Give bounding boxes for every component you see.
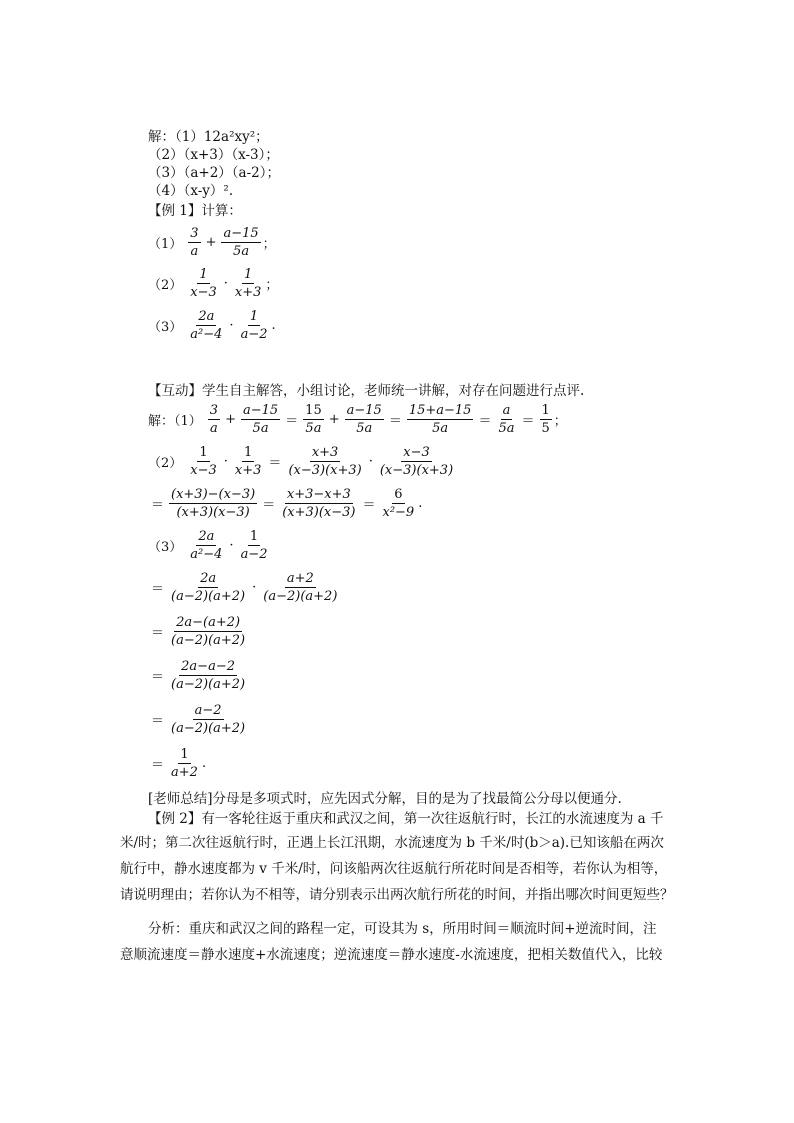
fraction: $\frac{3}{a}$	[190, 226, 199, 259]
answer-2-continued: ＝ $\frac{(x+3)-(x-3)}{(x+3)(x-3)}$ ＝ $\frac{x+3-x+3}{(x+3)(x-3)}$ ＝ $\frac{6}{\text{x²−9}}$ .	[151, 487, 423, 520]
example-2-line-2: 米/时；第二次往返航行时，正遇上长江汛期，水流速度为 b 千米/时(b＞a).已知该船在两次	[120, 835, 664, 851]
fraction: $\frac{2a}{\text{a²−4}}$	[190, 309, 223, 342]
answer-3-step-3: ＝ $\frac{2a-a-2}{(a-2)(a+2)}$	[151, 659, 246, 692]
fraction: $\frac{a-15}{5a}$	[223, 226, 259, 259]
example-1-heading: 【例 1】计算：	[148, 203, 242, 219]
solution-line-2: （2）（x+3）（x-3）；	[148, 147, 279, 163]
solution-line-4: （4）（x-y）².	[148, 183, 234, 199]
answer-3-step-1: ＝ $\frac{2a}{(a-2)(a+2)}$ · $\frac{a+2}{(a-2)(a+2)}$	[151, 571, 338, 604]
fraction: $\frac{1}{x-3}$	[190, 267, 217, 300]
example-2-line-3: 航行中，静水速度都为 v 千米/时，问该船两次往返航行所花时间是否相等，若你认为相等，	[120, 861, 668, 877]
interaction-line: 【互动】学生自主解答，小组讨论，老师统一讲解，对存在问题进行点评.	[148, 383, 585, 399]
answer-3: （3） $\frac{2a}{\text{a²−4}}$ · $\frac{1}{a-2}$	[148, 529, 268, 562]
example-2-line-1: 【例 2】有一客轮往返于重庆和武汉之间，第一次往返航行时，长江的水流速度为 a 千	[148, 811, 664, 827]
solution-line-1: 解：（1）12a²xy²；	[148, 129, 269, 145]
fraction: $\frac{1}{a-2}$	[240, 309, 268, 342]
answer-1: 解：（1） $\frac{3}{a}$ + $\frac{a-15}{5a}$ ＝ $\frac{15}{5a}$ + $\frac{a-15}{5a}$ ＝ $\frac{15+a-15}{5a}$ ＝ $\frac{a}{5a}$ ＝ $\frac{1}{5}$ ；	[148, 403, 567, 436]
analysis-line-2: 意顺流速度＝静水速度+水流速度；逆流速度＝静水速度-水流速度，把相关数值代入，比较	[120, 947, 663, 963]
answer-3-step-4: ＝ $\frac{a-2}{(a-2)(a+2)}$	[151, 703, 246, 736]
answer-3-step-5: ＝ $\frac{1}{a+2}$ .	[151, 747, 207, 780]
teacher-summary: [老师总结]分母是多项式时，应先因式分解，目的是为了找最简公分母以便通分.	[148, 791, 622, 807]
answer-3-step-2: ＝ $\frac{2a-(a+2)}{(a-2)(a+2)}$	[151, 615, 246, 648]
answer-2: （2） $\frac{1}{x-3}$ · $\frac{1}{x+3}$ ＝ $\frac{x+3}{(x-3)(x+3)}$ · $\frac{x-3}{(x-3)(x+3)}$	[148, 445, 454, 478]
problem-3: （3） $\frac{2a}{\text{a²−4}}$ · $\frac{1}{a-2}$ .	[148, 309, 276, 342]
problem-1: （1） $\frac{3}{a}$ + $\frac{a-15}{5a}$ ；	[148, 226, 276, 259]
problem-2: （2） $\frac{1}{x-3}$ · $\frac{1}{x+3}$ ；	[148, 267, 279, 300]
analysis-line-1: 分析：重庆和武汉之间的路程一定，可设其为 s，所用时间＝顺流时间+逆流时间，注	[148, 921, 657, 937]
example-2-line-4: 请说明理由；若你认为不相等，请分别表示出两次航行所花的时间，并指出哪次时间更短些？	[120, 887, 674, 903]
fraction: $\frac{1}{x+3}$	[234, 267, 262, 300]
solution-line-3: （3）（a+2）（a-2）；	[148, 165, 280, 181]
